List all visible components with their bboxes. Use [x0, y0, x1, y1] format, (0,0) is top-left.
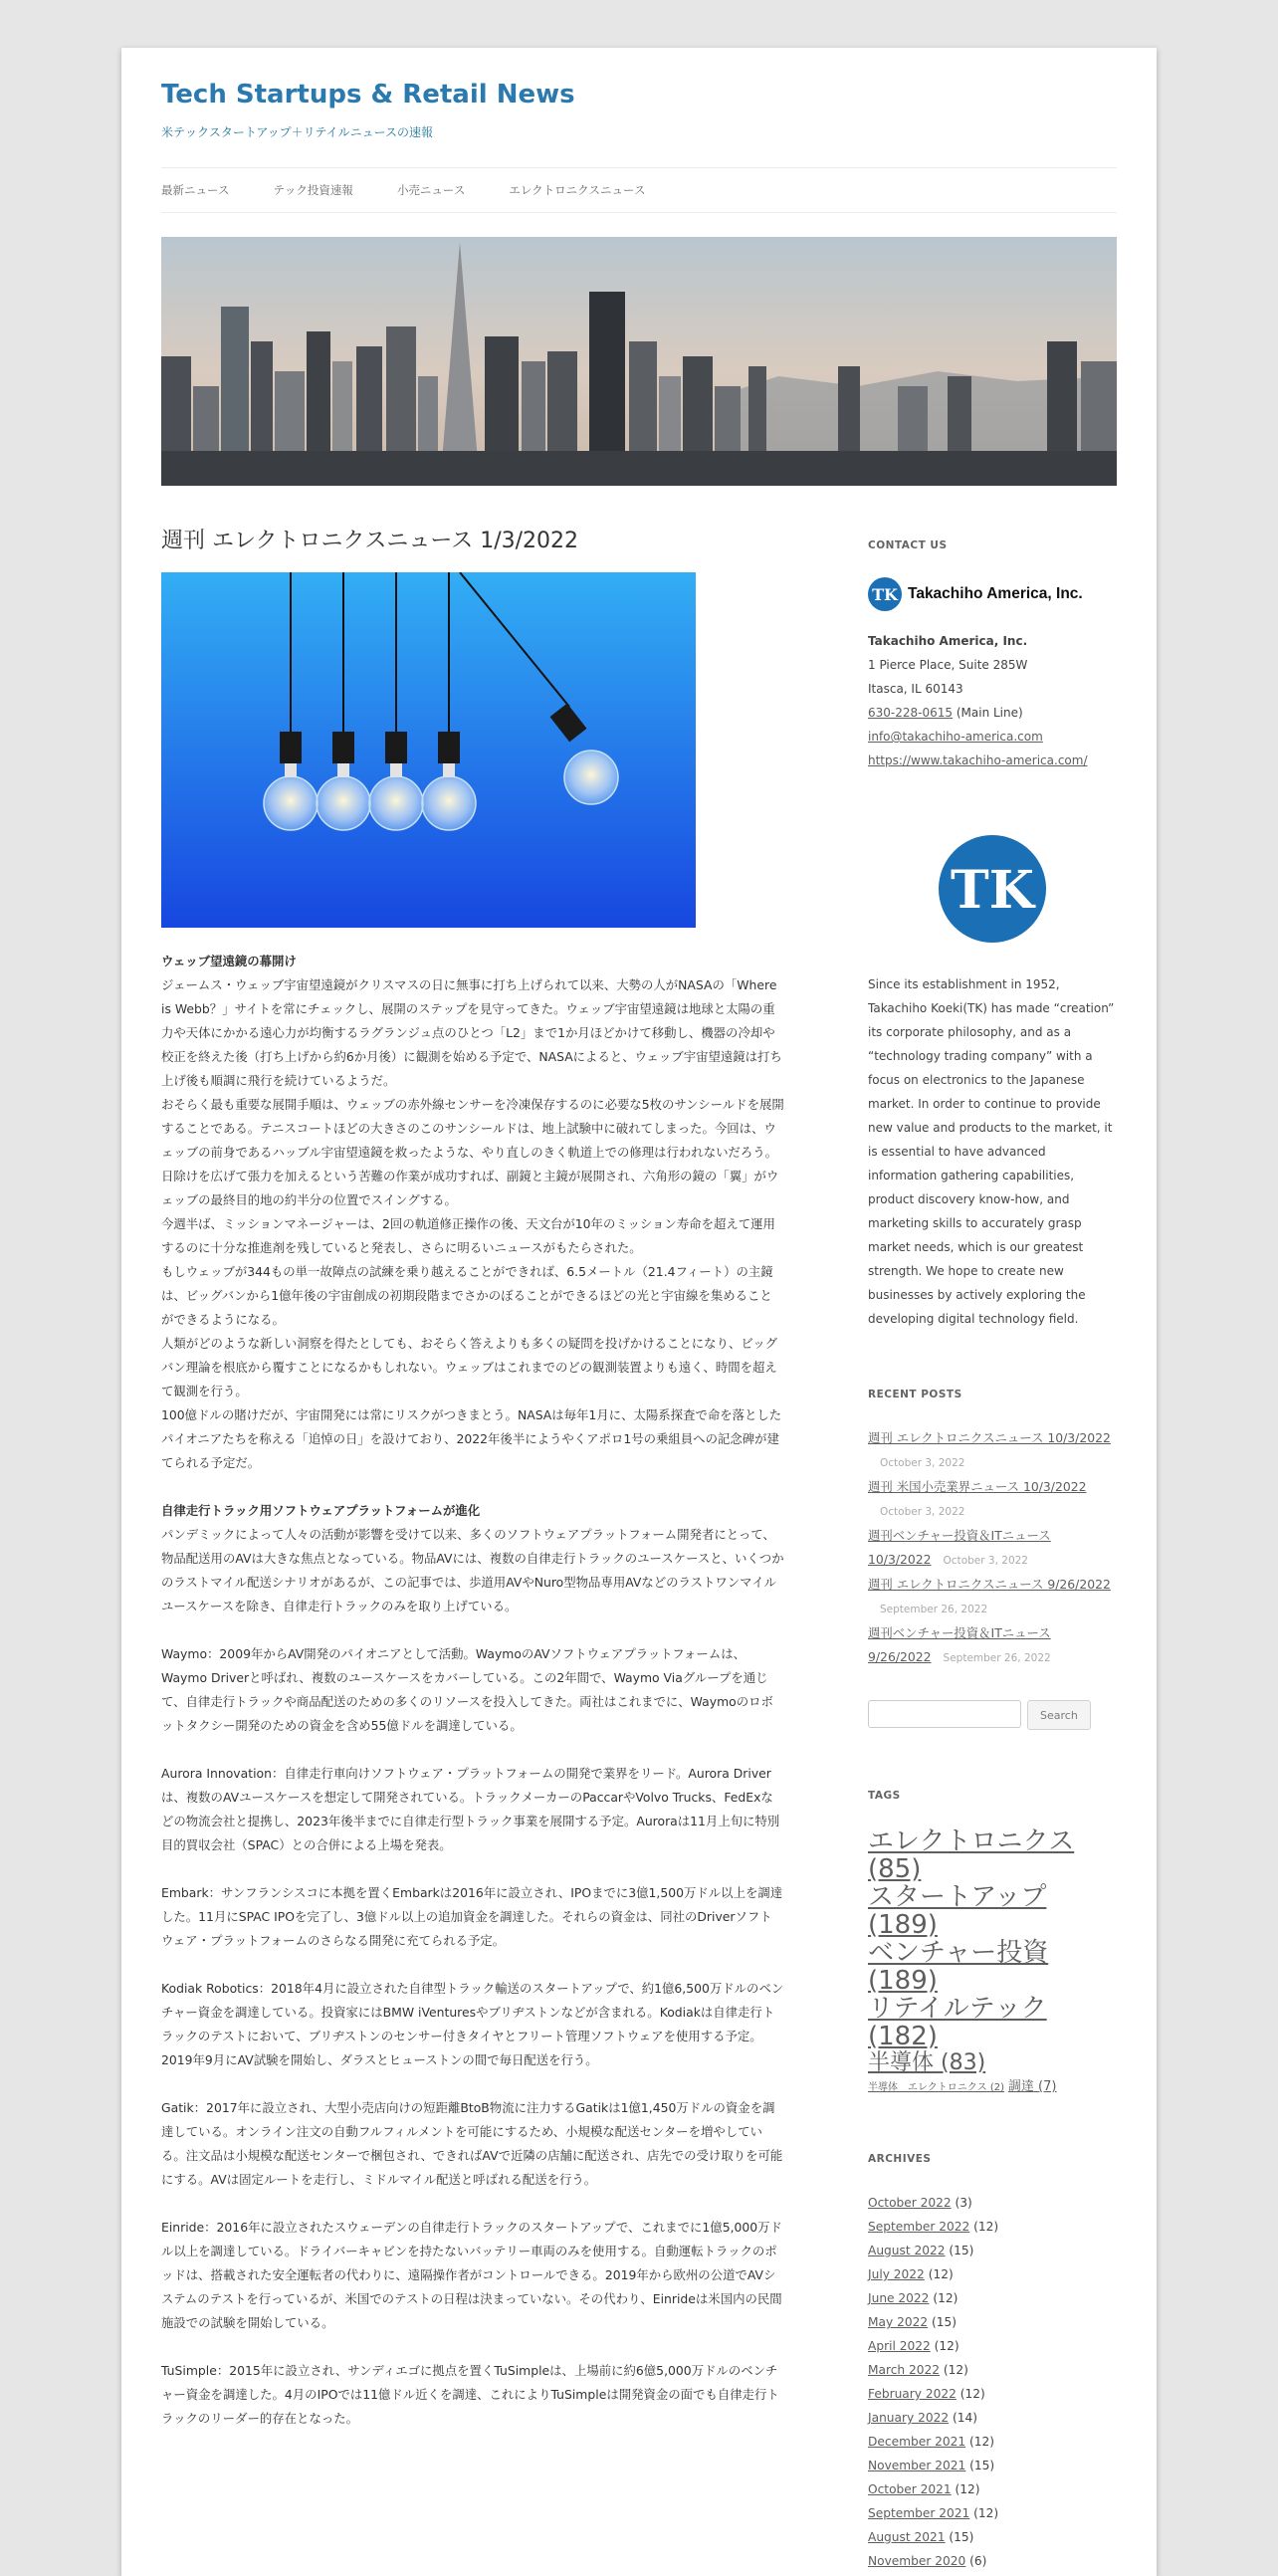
- widget-title-archives: ARCHIVES: [868, 2153, 932, 2165]
- widget-title-recent: RECENT POSTS: [868, 1389, 962, 1400]
- archive-item: August 2021 (15): [868, 2530, 974, 2544]
- archive-item: September 2021 (12): [868, 2506, 999, 2520]
- post-paragraph-text: 日除けを広げて張力を加えるという苦難の作業が成功すれば、副鏡と主鏡が展開され、六角形の鏡の「翼」がウェッブの最終目的地の約半分の位置でスイングする。: [161, 1169, 779, 1207]
- website-link[interactable]: https://www.takachiho-america.com/: [868, 753, 1088, 767]
- recent-post-date: September 26, 2022: [943, 1652, 1051, 1664]
- recent-post-item: [868, 1475, 1117, 1524]
- post-paragraph: Waymo：2009年からAV開発のパイオニアとして活動。WaymoのAVソフトウェアプラットフォームは、Waymo Driverと呼ばれ、複数のユースケースをカバーしている。この2年間で、Waymo Viaグループを通じて、自律走行トラックや商品配送のための多くのリソースを投入してきた。両社はこれまでに、Waymoのロボットタクシー開発のための資金を含め55億ドルを調達している。: [161, 1646, 773, 1733]
- post-article: [161, 524, 784, 2455]
- archive-item: March 2022 (12): [868, 2363, 968, 2377]
- site-tagline: 米テックスタートアップ＋リテイルニュースの速報: [161, 125, 434, 139]
- recent-posts-widget: [868, 1389, 1117, 1670]
- phone-link[interactable]: 630-228-0615: [868, 706, 954, 720]
- archive-link[interactable]: March 2022: [868, 2363, 941, 2377]
- section-heading-autonomous-trucks: 自律走行トラック用ソフトウェアプラットフォームが進化: [161, 1503, 481, 1518]
- archive-item: August 2022 (15): [868, 2244, 974, 2257]
- post-title: 週刊 エレクトロニクスニュース 1/3/2022: [161, 529, 579, 553]
- recent-post-item: [868, 1524, 1117, 1573]
- archive-link[interactable]: January 2022: [868, 2411, 950, 2425]
- archive-link[interactable]: November 2020: [868, 2554, 966, 2568]
- recent-post-link[interactable]: 週刊 米国小売業界ニュース 10/3/2022: [868, 1479, 1087, 1494]
- archive-link[interactable]: April 2022: [868, 2339, 931, 2353]
- archive-item: May 2022 (15): [868, 2315, 957, 2329]
- archive-item: November 2020 (6): [868, 2554, 987, 2568]
- address-line-2: Itasca, IL 60143: [868, 682, 963, 696]
- recent-post-date: October 3, 2022: [880, 1506, 965, 1518]
- company-logo: [868, 577, 1117, 611]
- nav-item-tech-investment[interactable]: テック投資速報: [273, 183, 353, 197]
- logo-text: Takachiho America, Inc.: [908, 585, 1083, 602]
- nav-item-electronics-news[interactable]: エレクトロニクスニュース: [509, 183, 646, 197]
- post-content: [161, 950, 784, 2431]
- widget-title-tags: TAGS: [868, 1790, 901, 1802]
- tag-venture-investment[interactable]: ベンチャー投資 (189): [868, 1938, 1049, 1996]
- address-line-1: 1 Pierce Place, Suite 285W: [868, 658, 1028, 672]
- recent-post-link[interactable]: 週刊ベンチャー投資＆ITニュース 10/3/2022: [868, 1528, 1051, 1567]
- sidebar: [868, 539, 1117, 2573]
- post-paragraph: [161, 950, 784, 1475]
- recent-post-item: [868, 1621, 1117, 1670]
- tag-semiconductor[interactable]: 半導体 (83): [868, 2050, 986, 2075]
- archive-item: January 2022 (14): [868, 2411, 977, 2425]
- recent-post-date: September 26, 2022: [880, 1604, 988, 1615]
- recent-post-link[interactable]: 週刊 エレクトロニクスニュース 9/26/2022: [868, 1577, 1111, 1592]
- post-paragraph-text: パンデミックによって人々の活動が影響を受けて以来、多くのソフトウェアプラットフォーム開発者にとって、物品配送用のAVは大きな焦点となっている。物品AVには、複数の自律走行トラックのユースケースと、いくつかのラストマイル配送シナリオがあるが、この記事では、歩道用AVやNuro型物品専用AVなどのラストワンマイルユースケースを除き、自律走行トラックのみを取り上げている。: [161, 1527, 784, 1613]
- search-button[interactable]: Search: [1027, 1700, 1091, 1730]
- archive-link[interactable]: July 2022: [868, 2267, 925, 2281]
- archive-item: July 2022 (12): [868, 2267, 954, 2281]
- phone-line: [868, 701, 1117, 725]
- tag-startup[interactable]: スタートアップ (189): [868, 1882, 1047, 1940]
- tk-large-mark: TK: [951, 860, 1034, 921]
- archive-item: September 2022 (12): [868, 2220, 999, 2234]
- archive-item: December 2021 (12): [868, 2435, 994, 2449]
- post-paragraph: Aurora Innovation：自律走行車向けソフトウェア・プラットフォームの開発で業界をリード。Aurora Driverは、複数のAVユースケースを想定して開発されている。トラックメーカーのPaccarやVolvo Trucks、FedExなどの物流会社と提携し、2023年後半までに自律走行型トラック事業を展開する予定。Auroraは11月上旬に特別目的買収会社（SPAC）との合併による上場を発表。: [161, 1766, 780, 1852]
- post-paragraph-text: ジェームス・ウェッブ宇宙望遠鏡がクリスマスの日に無事に打ち上げられて以来、大勢の人がNASAの「Where is Webb？」サイトを常にチェックし、展開のステップを見守ってきた。ウェッブ宇宙望遠鏡は地球と太陽の重力や天体にかかる遠心力が均衡するラグランジュ点のひとつ「L2」まで1か月ほどかけて移動し、機器の冷却や校正を終えた後（打ち上げから約6か月後）に観測を始める予定で、NASAによると、ウェッブ宇宙望遠鏡は打ち上げ後も順調に飛行を続けているようだ。: [161, 977, 782, 1088]
- archive-link[interactable]: September 2021: [868, 2506, 970, 2520]
- section-heading-webb: ウェッブ望遠鏡の幕開け: [161, 954, 297, 968]
- recent-post-item: [868, 1426, 1117, 1475]
- phone-note: (Main Line): [956, 706, 1023, 720]
- archive-link[interactable]: June 2022: [868, 2291, 930, 2305]
- main-nav: [161, 167, 1117, 213]
- archives-widget: [868, 2153, 1117, 2573]
- search-input[interactable]: [868, 1700, 1021, 1728]
- archive-link[interactable]: December 2021: [868, 2435, 966, 2449]
- post-paragraph: Embark：サンフランシスコに本拠を置くEmbarkは2016年に設立され、IPOまでに3億1,500万ドル以上を調達した。11月にSPAC IPOを完了し、3億ドル以上の追加資金を調達した。それらの資金は、同社のDriverソフトウェア・プラットフォームのさらなる開発に充てられる予定。: [161, 1885, 783, 1948]
- nav-item-latest-news[interactable]: 最新ニュース: [161, 183, 230, 197]
- post-paragraph-text: おそらく最も重要な展開手順は、ウェッブの赤外線センサーを冷凍保存するのに必要な5枚のサンシールドを展開することである。テニスコートほどの大きさのこのサンシールドは、地上試験中に破れてしまった。今回は、ウェッブの前身であるハッブル宇宙望遠鏡を救ったような、やり直しのきく軌道上での修理は行われないだろう。: [161, 1097, 784, 1160]
- recent-post-date: October 3, 2022: [880, 1457, 965, 1469]
- tk-logo-icon: [868, 577, 902, 611]
- archive-item: November 2021 (15): [868, 2459, 995, 2472]
- archive-item: October 2021 (12): [868, 2482, 980, 2496]
- archive-link[interactable]: November 2021: [868, 2459, 966, 2472]
- archive-item: February 2022 (12): [868, 2387, 985, 2401]
- company-name: Takachiho America, Inc.: [868, 634, 1028, 648]
- company-about-text: Since its establishment in 1952, Takachiho Koeki(TK) has made “creation” its corporate philosophy, and as a “technology trading company” with a focus on electronics to the Japanese market. In order to continue to provide new value and products to the market, it is essential to have advanced information gathering capabilities, product discovery know-how, and marketing skills to accurately grasp market needs, which is our greatest strength. We hope to create new businesses by actively exploring the developing digital technology field.: [868, 977, 1115, 1326]
- recent-post-link[interactable]: 週刊 エレクトロニクスニュース 10/3/2022: [868, 1430, 1111, 1445]
- tag-cloud: [868, 1827, 1117, 2093]
- tag-retail-tech[interactable]: リテイルテック (182): [868, 1994, 1047, 2051]
- featured-image-light-bulbs: [161, 572, 696, 928]
- archive-link[interactable]: February 2022: [868, 2387, 957, 2401]
- tag-procurement[interactable]: 調達 (7): [1007, 2079, 1057, 2094]
- site-title[interactable]: Tech Startups & Retail News: [161, 80, 575, 109]
- post-paragraph-text: 100億ドルの賭けだが、宇宙開発には常にリスクがつきまとう。NASAは毎年1月に、太陽系探査で命を落としたパイオニアたちを称える「追悼の日」を設けており、2022年後半にようやくアポロ1号の乗組員への記念碑が建てられる予定だ。: [161, 1407, 782, 1470]
- tag-electronics[interactable]: エレクトロニクス (85): [868, 1826, 1075, 1884]
- archive-item: October 2022 (3): [868, 2196, 972, 2210]
- archive-item: April 2022 (12): [868, 2339, 959, 2353]
- archive-link[interactable]: August 2021: [868, 2530, 946, 2544]
- recent-post-link[interactable]: 週刊ベンチャー投資＆ITニュース 9/26/2022: [868, 1625, 1051, 1664]
- archive-link[interactable]: September 2022: [868, 2220, 970, 2234]
- post-paragraph-text: 今週半ば、ミッションマネージャーは、2回の軌道修正操作の後、天文台が10年のミッション寿命を超えて運用するのに十分な推進剤を残していると発表し、さらに明るいニュースがもたらされた。: [161, 1216, 775, 1255]
- post-paragraph: TuSimple：2015年に設立され、サンディエゴに拠点を置くTuSimpleは、上場前に約6億5,000万ドルのベンチャー資金を調達した。4月のIPOでは11億ドル近くを調達、これによりTuSimpleは開発資金の面でも自律走行トラックのリーダー的存在となった。: [161, 2363, 779, 2426]
- archive-link[interactable]: August 2022: [868, 2244, 946, 2257]
- recent-post-date: October 3, 2022: [943, 1555, 1028, 1567]
- archive-item: June 2022 (12): [868, 2291, 958, 2305]
- page-container: [121, 48, 1157, 2576]
- archive-link[interactable]: October 2022: [868, 2196, 952, 2210]
- search-form: [868, 1700, 1117, 1730]
- email-link[interactable]: info@takachiho-america.com: [868, 730, 1043, 744]
- post-paragraph-text: もしウェッブが344もの単一故障点の試練を乗り越えることができれば、6.5メートル（21.4フィート）の主鏡は、ビッグバンから1億年後の宇宙創成の初期段階までさかのぼることができるほどの光と宇宙線を集めることができるようになる。: [161, 1264, 773, 1327]
- archive-link[interactable]: May 2022: [868, 2315, 929, 2329]
- post-paragraph-text: 人類がどのような新しい洞察を得たとしても、おそらく答えよりも多くの疑問を投げかけることになり、ビッグバン理論を根底から覆すことになるかもしれない。ウェッブはこれまでのどの観測装置よりも遠く、時間を超えて観測を行う。: [161, 1336, 778, 1398]
- recent-post-item: [868, 1573, 1117, 1621]
- contact-widget: [868, 539, 1117, 1331]
- post-paragraph: Kodiak Robotics：2018年4月に設立された自律型トラック輸送のスタートアップで、約1億6,500万ドルのベンチャー資金を調達している。投資家にはBMW iVenturesやブリヂストンなどが含まれる。Kodiakは自律走行トラックのテストにおいて、ブリヂストンのセンサー付きタイヤとフリート管理ソフトウェアを使用する予定。2019年9月にAV試験を開始し、ダラスとヒューストンの間で毎日配送を行う。: [161, 1981, 784, 2067]
- post-paragraph: Gatik：2017年に設立され、大型小売店向けの短距離BtoB物流に注力するGatikは1億1,450万ドルの資金を調達している。オンライン注文の自動フルフィルメントを可能にするため、小規模な配送センターを増やしている。注文品は小規模な配送センターで梱包され、できればAVで近隣の店舗に配送され、店先での受け取りを可能にする。AVは固定ルートを走行し、ミドルマイル配送と呼ばれる配送を行う。: [161, 2100, 783, 2187]
- tag-semiconductor-electronics[interactable]: 半導体 エレクトロニクス (2): [868, 2082, 1005, 2093]
- tags-widget: [868, 1790, 1117, 2093]
- widget-title-contact: CONTACT US: [868, 539, 948, 551]
- header-skyline-image: [161, 237, 1117, 486]
- post-paragraph: [161, 1499, 784, 1618]
- archives-list: [868, 2191, 1117, 2573]
- tk-mark: TK: [872, 585, 898, 604]
- recent-posts-list: [868, 1426, 1117, 1670]
- nav-item-retail-news[interactable]: 小売ニュース: [396, 183, 466, 197]
- post-paragraph: Einride：2016年に設立されたスウェーデンの自律走行トラックのスタートアップで、これまでに1億5,000万ドル以上を調達している。ドライバーキャビンを持たないバッテリー車両のみを使用する。自動運転トラックのポッドは、搭載された安全運転者の代わりに、遠隔操作者がコントロールできる。2019年から欧州の公道でAVシステムのテストを行っているが、米国でのテストの日程は決まっていない。その代わり、Einrideは米国内の民間施設での試験を開始している。: [161, 2220, 782, 2330]
- archive-link[interactable]: October 2021: [868, 2482, 952, 2496]
- tk-large-logo: [868, 834, 1117, 947]
